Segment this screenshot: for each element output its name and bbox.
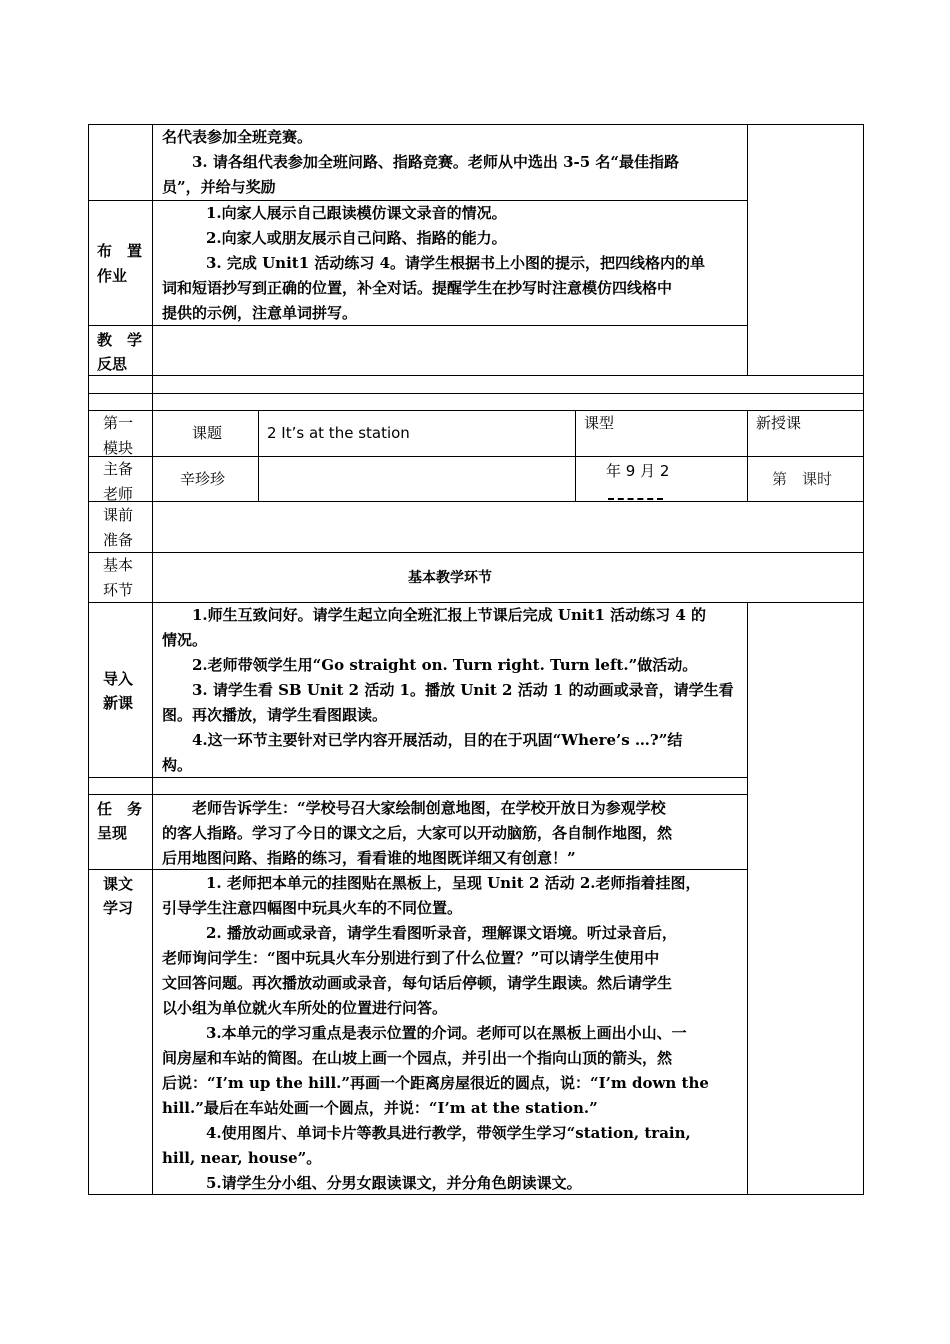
study-line: 间房屋和车站的简图。在山坡上画一个园点，并引出一个指向山顶的箭头，然 [162,1049,673,1067]
col-divider [747,124,748,376]
task-line: 的客人指路。学习了今日的课文之后，大家可以开动脑筋，各自制作地图，然 [162,824,673,842]
text-study-label: 学习 [103,899,134,917]
prep-label: 准备 [103,531,134,549]
teacher-name: 辛珍珍 [180,470,226,488]
intro-line: 构。 [162,756,193,774]
intro-label: 新课 [103,694,134,712]
study-line: 4.使用图片、单词卡片等教具进行教学，带领学生学习“station, train, [206,1124,691,1142]
homework-label: 作业 [97,267,128,285]
col-divider [747,410,748,502]
homework-line: 3. 完成 Unit1 活动练习 4。请学生根据书上小图的提示，把四线格内的单 [206,254,706,272]
basic-label: 基本 [103,556,134,574]
homework-label: 布 置 [97,242,143,260]
reflection-label: 反思 [97,355,128,373]
study-line: 1. 老师把本单元的挂图贴在黑板上，呈现 Unit 2 活动 2.老师指着挂图， [206,874,701,892]
task-line: 老师告诉学生：“学校号召大家绘制创意地图，在学校开放日为参观学校 [192,799,666,817]
study-line: 引导学生注意四幅图中玩具火车的不同位置。 [162,899,463,917]
col-divider [747,602,748,1195]
date-overflow [608,498,663,500]
intro-line: 3. 请学生看 SB Unit 2 活动 1。播放 Unit 2 活动 1 的动画或录音，请学生看 [192,681,734,699]
type-label: 课型 [584,414,615,432]
row-divider [88,552,864,553]
homework-line: 词和短语抄写到正确的位置，补全对话。提醒学生在抄写时注意模仿四线格中 [162,279,673,297]
homework-line: 1.向家人展示自己跟读模仿课文录音的情况。 [206,204,507,222]
study-line: 5.请学生分小组、分男女跟读课文，并分角色朗读课文。 [206,1174,582,1192]
task-label: 呈现 [97,824,128,842]
study-line: 3.本单元的学习重点是表示位置的介词。老师可以在黑板上画出小山、一 [206,1024,687,1042]
teacher-label: 主备 [103,460,134,478]
basic-title: 基本教学环节 [408,570,492,586]
module-label: 第一 [103,414,134,432]
table-border-left [88,124,89,1195]
task-label: 任 务 [97,800,143,818]
reflection-label: 教 学 [97,331,143,349]
intro-line: 情况。 [162,631,208,649]
col-divider [575,410,576,502]
period-text: 第 课时 [772,470,833,488]
teacher-label: 老师 [103,485,134,503]
intro-line: 图。再次播放，请学生看图跟读。 [162,706,388,724]
study-line: 以小组为单位就火车所处的位置进行问答。 [162,999,448,1017]
continued-text: 员”，并给与奖励 [162,178,276,196]
homework-line: 2.向家人或朋友展示自己问路、指路的能力。 [206,229,507,247]
basic-label: 环节 [103,581,134,599]
text-study-label: 课文 [103,875,134,893]
intro-line: 1.师生互致问好。请学生起立向全班汇报上节课后完成 Unit1 活动练习 4 的 [192,606,707,624]
intro-line: 2.老师带领学生用“Go straight on. Turn right. Turn left.”做活动。 [192,656,698,674]
study-line: 2. 播放动画或录音，请学生看图听录音，理解课文语境。听过录音后， [206,924,677,942]
lesson-label: 课题 [192,424,223,442]
continued-text: 3. 请各组代表参加全班问路、指路竞赛。老师从中选出 3-5 名“最佳指路 [192,153,680,171]
study-line: hill, near, house”。 [162,1149,322,1167]
module-label: 模块 [103,439,134,457]
intro-label: 导入 [103,670,134,688]
lesson-title: 2 It’s at the station [267,424,410,442]
row-divider [88,794,748,795]
prep-label: 课前 [103,506,134,524]
col-divider [152,375,153,411]
intro-line: 4.这一环节主要针对已学内容开展活动，目的在于巩固“Where’s …?”结 [192,731,683,749]
col-divider [258,410,259,502]
study-line: hill.”最后在车站处画一个圆点，并说：“I’m at the station.” [162,1099,598,1117]
row-divider [88,393,864,394]
continued-text: 名代表参加全班竞赛。 [162,128,313,146]
study-line: 文回答问题。再次播放动画或录音，每句话后停顿，请学生跟读。然后请学生 [162,974,673,992]
study-line: 老师询问学生：“图中玩具火车分别进行到了什么位置？”可以请学生使用中 [162,949,660,967]
table-border-right [863,124,864,1195]
col-divider [152,410,153,1195]
col-divider [152,124,153,376]
homework-line: 提供的示例，注意单词拼写。 [162,304,358,322]
task-line: 后用地图问路、指路的练习，看看谁的地图既详细又有创意！” [162,849,576,867]
study-line: 后说：“I’m up the hill.”再画一个距离房屋很近的圆点，说：“I’m down the [162,1074,709,1092]
type-value: 新授课 [756,414,802,432]
date-text: 年 9 月 2 [606,462,670,480]
